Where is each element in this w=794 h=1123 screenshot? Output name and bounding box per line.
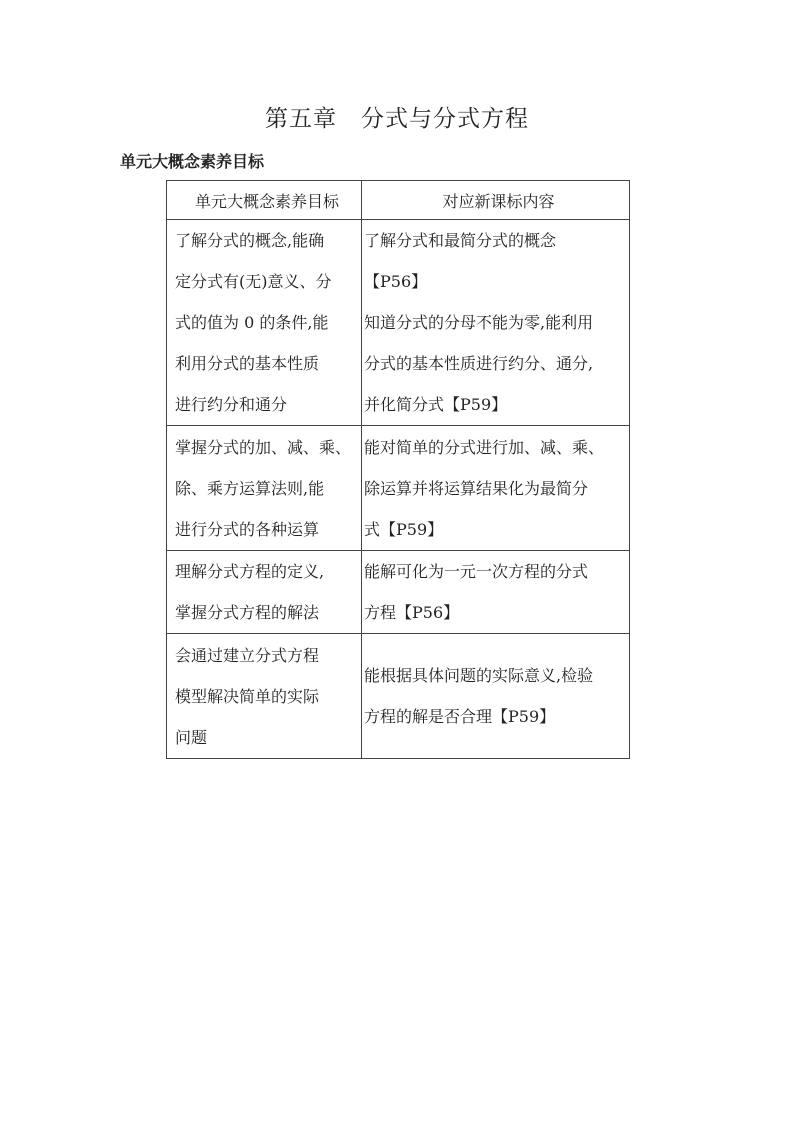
standard-line: 方程的解是否合理【P59】 (364, 707, 556, 726)
standard-line: 【P56】 (364, 272, 428, 291)
goal-line: 定分式有(无)意义、分 (175, 272, 332, 291)
page-title: 第五章 分式与分式方程 (265, 106, 529, 132)
goal-line: 进行分式的各种运算 (175, 519, 320, 539)
standard-cell (362, 634, 630, 759)
standard-line: 方程【P56】 (364, 603, 460, 622)
standard-line: 并化简分式【P59】 (364, 395, 508, 414)
goal-line: 问题 (175, 727, 208, 747)
goal-cell (167, 426, 362, 551)
goals-table (166, 180, 630, 759)
goal-line: 理解分式方程的定义, (175, 562, 325, 581)
standard-cell (362, 426, 630, 551)
table-row (167, 426, 630, 551)
goal-line: 式的值为 0 的条件,能 (175, 313, 329, 332)
standard-line: 分式的基本性质进行约分、通分, (364, 354, 594, 373)
goal-line: 除、乘方运算法则,能 (175, 478, 325, 498)
goal-line: 掌握分式方程的解法 (175, 603, 320, 622)
standard-line: 能根据具体问题的实际意义,检验 (364, 666, 594, 685)
section-heading: 单元大概念素养目标 (120, 152, 265, 171)
table-row (167, 551, 630, 634)
standard-line: 了解分式和最简分式的概念 (364, 231, 557, 250)
header-standards: 对应新课标内容 (362, 181, 630, 220)
goal-line: 了解分式的概念,能确 (175, 231, 325, 250)
table-row (167, 220, 630, 426)
standard-cell (362, 220, 630, 426)
goal-line: 利用分式的基本性质 (175, 354, 320, 373)
goal-cell (167, 220, 362, 426)
goal-cell (167, 634, 362, 759)
table-row (167, 634, 630, 759)
standard-line: 知道分式的分母不能为零,能利用 (364, 313, 594, 332)
standard-line: 能解可化为一元一次方程的分式 (364, 562, 589, 581)
table-header-row (167, 181, 630, 220)
standard-line: 除运算并将运算结果化为最简分 (364, 478, 589, 498)
goal-line: 模型解决简单的实际 (175, 686, 320, 706)
standard-line: 式【P59】 (364, 519, 444, 539)
standard-line: 能对简单的分式进行加、减、乘、 (364, 437, 605, 457)
goal-line: 掌握分式的加、减、乘、 (175, 437, 352, 457)
goal-line: 进行约分和通分 (175, 395, 288, 414)
goal-cell (167, 551, 362, 634)
standard-cell (362, 551, 630, 634)
header-goals: 单元大概念素养目标 (167, 181, 362, 220)
goal-line: 会通过建立分式方程 (175, 645, 320, 665)
